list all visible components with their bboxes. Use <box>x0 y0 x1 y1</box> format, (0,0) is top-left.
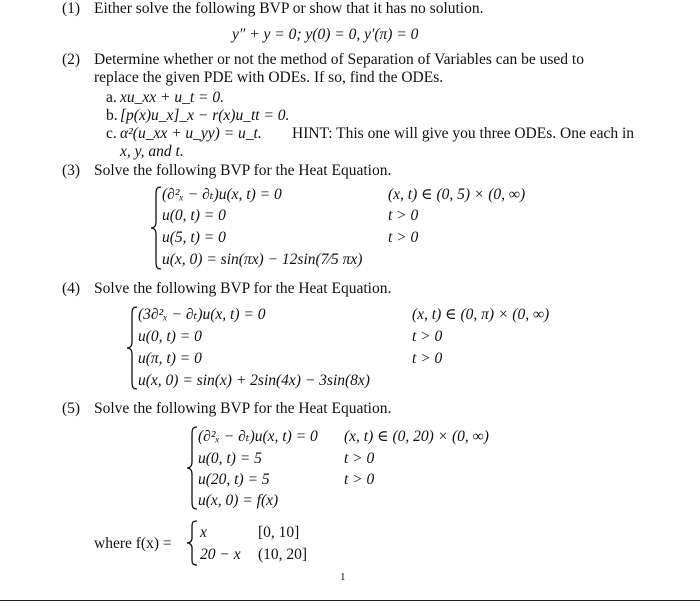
problem-1-number: (1) <box>62 0 81 17</box>
piecewise-expr-1: x <box>200 524 207 541</box>
problem-5-initial-condition: u(x, 0) = f(x) <box>198 492 279 509</box>
problem-5-text: Solve the following BVP for the Heat Equation. <box>94 400 392 417</box>
problem-2b-equation: [p(x)u_x]_x − r(x)u_tt = 0. <box>120 107 290 124</box>
problem-2c-hint: HINT: This one will give you three ODEs. One each in <box>292 125 635 142</box>
problem-3-text: Solve the following BVP for the Heat Equation. <box>94 162 392 179</box>
problem-4-number: (4) <box>62 280 81 297</box>
problem-2-line-1: Determine whether or not the method of Separation of Variables can be used to <box>94 51 584 68</box>
problem-1-equation: y″ + y = 0; y(0) = 0, y′(π) = 0 <box>232 26 419 43</box>
problem-2a-equation: xu_xx + u_t = 0. <box>120 89 224 106</box>
problem-2b-label: b. <box>106 107 118 124</box>
problem-5-brace <box>186 426 198 510</box>
problem-4-brace <box>126 306 138 390</box>
problem-3-brace <box>150 186 162 270</box>
problem-2-number: (2) <box>62 51 81 68</box>
problem-5-number: (5) <box>62 400 81 417</box>
piecewise-domain-2: (10, 20] <box>258 546 308 563</box>
problem-5-bc-right-cond: t > 0 <box>344 471 375 488</box>
problem-3-bc-left-cond: t > 0 <box>388 207 419 224</box>
page-number: 1 <box>340 571 346 583</box>
problem-5-where-label: where f(x) = <box>94 535 172 552</box>
problem-4-text: Solve the following BVP for the Heat Equation. <box>94 280 392 297</box>
problem-2-line-2: replace the given PDE with ODEs. If so, find the ODEs. <box>94 69 444 86</box>
problem-4-pde: (3∂²ₓ − ∂ₜ)u(x, t) = 0 <box>138 306 266 323</box>
problem-2c-hint-continued: x, y, and t. <box>120 143 184 160</box>
problem-2c-label: c. <box>106 125 117 142</box>
problem-2a-label: a. <box>106 89 117 106</box>
problem-4-domain: (x, t) ∈ (0, π) × (0, ∞) <box>412 306 550 323</box>
piecewise-expr-2: 20 − x <box>200 546 241 563</box>
problem-5-bc-right: u(20, t) = 5 <box>198 471 270 488</box>
problem-3-bc-right: u(5, t) = 0 <box>162 229 226 246</box>
piecewise-domain-1: [0, 10] <box>258 524 300 541</box>
problem-3-initial-condition: u(x, 0) = sin(πx) − 12sin(7⁄5 πx) <box>162 251 363 268</box>
problem-4-bc-left: u(0, t) = 0 <box>138 328 202 345</box>
problem-3-number: (3) <box>62 162 81 179</box>
problem-5-bc-left: u(0, t) = 5 <box>198 450 262 467</box>
problem-4-bc-right-cond: t > 0 <box>412 350 443 367</box>
problem-5-pde: (∂²ₓ − ∂ₜ)u(x, t) = 0 <box>198 428 318 445</box>
problem-4-bc-left-cond: t > 0 <box>412 328 443 345</box>
problem-2c-equation: α²(u_xx + u_yy) = u_t. <box>120 125 262 142</box>
bottom-rule <box>0 600 700 601</box>
problem-3-bc-left: u(0, t) = 0 <box>162 207 226 224</box>
problem-1-text: Either solve the following BVP or show that it has no solution. <box>94 0 484 17</box>
problem-5-bc-left-cond: t > 0 <box>344 450 375 467</box>
problem-4-bc-right: u(π, t) = 0 <box>138 350 202 367</box>
problem-5-domain: (x, t) ∈ (0, 20) × (0, ∞) <box>344 428 489 445</box>
problem-3-bc-right-cond: t > 0 <box>388 229 419 246</box>
problem-3-domain: (x, t) ∈ (0, 5) × (0, ∞) <box>388 186 526 203</box>
problem-4-initial-condition: u(x, 0) = sin(x) + 2sin(4x) − 3sin(8x) <box>138 372 370 389</box>
problem-3-pde: (∂²ₓ − ∂ₜ)u(x, t) = 0 <box>162 186 282 203</box>
piecewise-brace <box>186 520 198 566</box>
